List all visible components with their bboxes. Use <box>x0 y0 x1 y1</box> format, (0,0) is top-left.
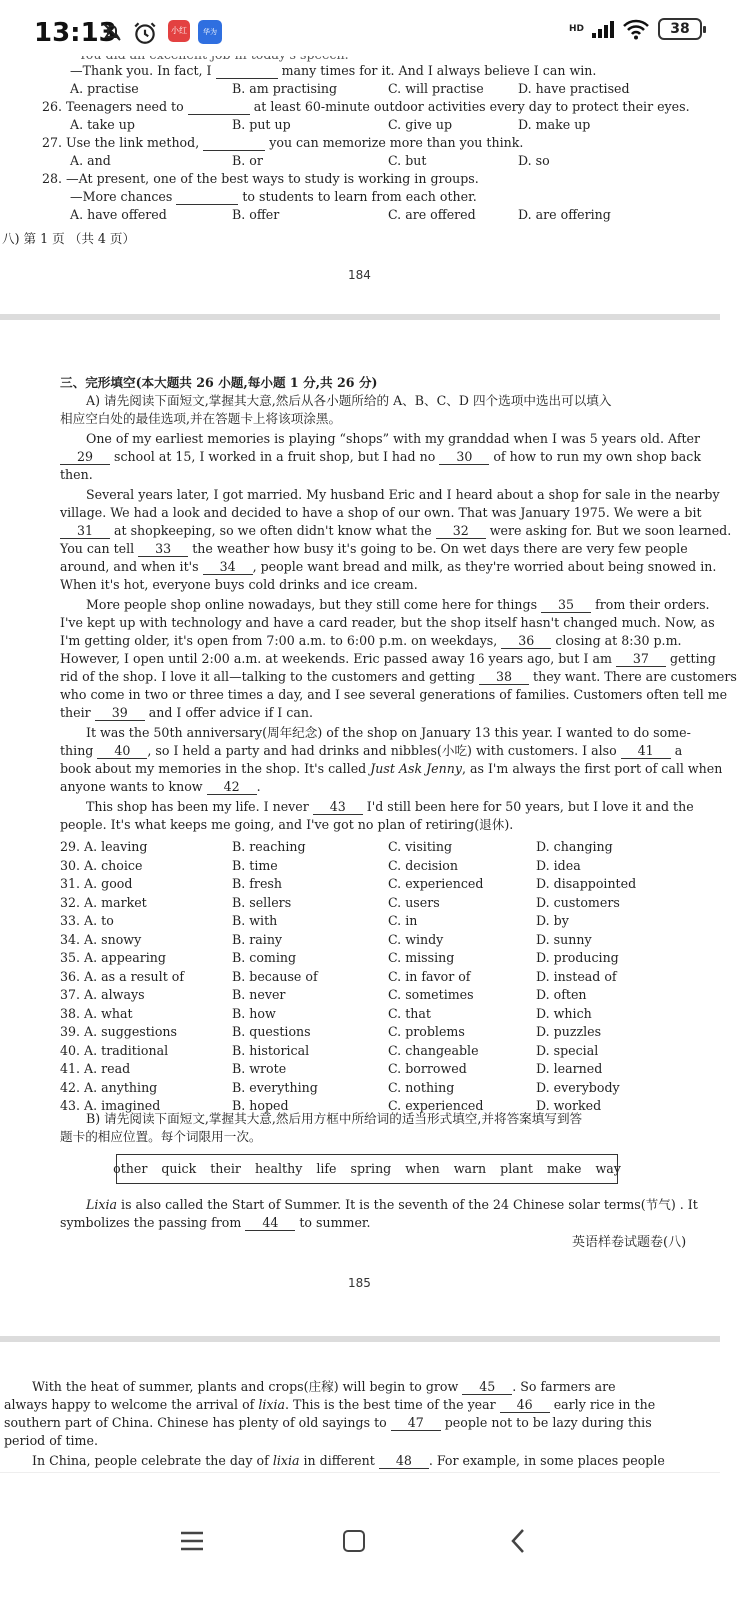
word-box-item: healthy <box>254 1160 303 1176</box>
status-bar <box>0 0 720 56</box>
option-row: 33. A. to <box>60 913 114 928</box>
page-number: 184 <box>348 268 371 282</box>
option-choice: B. everything <box>232 1079 318 1095</box>
option-row: 42. A. anything <box>60 1079 158 1095</box>
option-choice: B. reaching <box>232 839 306 854</box>
question-25: —Thank you. In fact, I many times for it. And I always believe I can win. <box>70 63 597 78</box>
option-choice: D. special <box>536 1042 599 1058</box>
option-choice: D. disappointed <box>536 876 637 891</box>
option-choice: D. which <box>536 1005 592 1021</box>
option-choice: B. historical <box>232 1042 310 1058</box>
option-choice: B. because of <box>232 968 318 984</box>
option-choice: D. by <box>536 913 569 928</box>
home-button[interactable] <box>334 1521 374 1561</box>
xiaohongshu-app-icon: 小红书 <box>168 20 190 42</box>
option-row: 32. A. market <box>60 894 147 910</box>
option-choice: B. hoped <box>232 1098 289 1113</box>
option-choice: C. sometimes <box>388 987 474 1002</box>
word-box <box>113 1154 621 1184</box>
option-row: 40. A. traditional <box>60 1042 169 1058</box>
option-choice: C. visiting <box>388 839 453 854</box>
back-icon <box>509 1528 527 1554</box>
option-row: 36. A. as a result of <box>60 968 185 984</box>
back-button[interactable] <box>498 1521 538 1561</box>
option-choice: C. missing <box>388 950 455 965</box>
option-row: 43. A. imagined <box>60 1098 161 1113</box>
option-choice: C. in favor of <box>388 968 471 984</box>
option-row: 31. A. good <box>60 876 133 891</box>
option-choice: C. decision <box>388 857 458 873</box>
option-choice: B. time <box>232 857 278 873</box>
word-box-item: way <box>595 1160 621 1176</box>
option-row: 39. A. suggestions <box>60 1024 177 1039</box>
option-choice: B. wrote <box>232 1061 287 1076</box>
option-row: 35. A. appearing <box>60 950 166 965</box>
word-box-item: their <box>210 1160 241 1176</box>
option-choice: D. producing <box>536 950 619 965</box>
passage-line: One of my earliest memories is playing “shops” with my granddad when I was 5 years old. After <box>86 431 701 446</box>
word-box-item: when <box>405 1160 440 1176</box>
option-choice: C. nothing <box>388 1079 455 1095</box>
option-choice: C. experienced <box>388 876 484 891</box>
alarm-clock-icon <box>132 20 158 46</box>
status-time: 13:13 <box>34 18 117 48</box>
option-choice: B. coming <box>232 950 297 965</box>
option-choice: C. users <box>388 894 440 910</box>
page-186: With the heat of summer, plants and crops(庄稼) will begin to grow 45 . So farmers are always happy to welcome the arrival of lixia. This is the best time of the year 46 early rice in the southern part of China. Chinese has plenty of old sayings to 47 people not to be lazy during this period of time. In China, people celebrate the day of lixia in different 48 . For example, in some places people <box>0 1342 720 1472</box>
menu-icon <box>179 1530 205 1552</box>
word-box-item: plant <box>500 1160 533 1176</box>
word-box-item: life <box>316 1160 337 1176</box>
page-185: 三、完形填空(本大题共 26 小题,每小题 1 分,共 26 分) A) 请先阅读下面短文,掌握其大意,然后从各小题所给的 A、B、C、D 四个选项中选出可以填入 相应空白处的最佳选项,并在答题卡上将该项涂黑。 One of my earliest memories is playing “shops” with my granddad when I was 5 years old. After 29 school at 15, I worked in a fruit shop, but I had no 30 of how to run my own shop back then. Several years later, I got married. My husband Eric and I heard about a shop for sale in the nearby village. We had a look and decided to have a shop of our own. That was January 1975. We were a bit 31 at shopkeeping, so we often didn't know what the 32 were asking for. But we soon learned. You can tell 33 the weather how busy it's going to be. On wet days there are very few people around, and when it's 34 , people want bread and milk, as they're worried about being snowed in. When it's hot, everyone buys cold drinks and ice cream. More people shop online nowadays, but they still come here for things 35 from their orders. I've kept up with technology and have a card reader, but the shop itself hasn't changed much. Now, as I'm getting older, it's open from 7:00 a.m. to 6:00 p.m. on weekdays, 36 closing at 8:30 p.m. However, I open until 2:00 a.m. at weekends. Eric passed away 16 years ago, but I am 37 getting rid of the shop. I love it all—talking to the customers and getting 38 they want. There are customers who come in two or three times a day, and I see several generations of families. Customers often tell me their 39 and I offer advice if I can. It was the 50th anniversary(周年纪念) of the shop on January 13 this year. I wanted to do some- thing 40 , so I held a party and had drinks and nibbles(小吃) with customers. I also 41 a book about my memories in the shop. It's called Just Ask Jenny, as I'm always the first port of call when anyone wants to know 42 . This shop has been my life. I never 43 I'd still been here for 50 years, but I love it and the people. It's what keeps me going, and I've got no plan of retiring(退休). 29. A. leaving B. reaching C. visiting D. changing 30. A. choice B. time C. decision D. idea 31. A. good B. fresh C. experienced D. disappointed 32. A. market B. sellers C. users D. customers 33. A. to B. with C. in D. by 34. A. snowy B. rainy C. windy D. sunny 35. A. appearing B. coming C. missing D. producing 36. A. as a result of B. because of C. in favor of D. instead of 37. A. always B. never C. sometimes D. often 38. A. what B. how C. that D. which 39. A. suggestions B. questions C. problems D. puzzles 40. A. traditional B. historical C. changeable D. special 41. A. read B. wrote C. borrowed D. learned 42. A. anything B. everything C. nothing D. everybody 43. A. imagined B. hoped C. experienced D. worked B) 请先阅读下面短文,掌握其大意,然后用方框中所给词的适当形式填空,并将答案填写到答 题卡的相应位置。每个词限用一次。 other quick their healthy life spring when warn plant make way Lixia is also called the Start of Summer. It is the seventh of the 24 Chinese solar terms(节气) . It symbolizes the passing from 44 to summer. 英语样卷试题卷(八) 185 <box>0 320 720 1336</box>
option-choice: B. rainy <box>232 931 283 947</box>
word-box-item: spring <box>350 1160 392 1176</box>
option-choice: D. often <box>536 987 587 1002</box>
option-choice: D. idea <box>536 857 581 873</box>
instruction-b: B) 请先阅读下面短文,掌握其大意,然后用方框中所给词的适当形式填空,并将答案填写到答 <box>86 1111 583 1126</box>
option-choice: C. windy <box>388 931 444 947</box>
paper-footer: 英语样卷试题卷(八) <box>572 1235 687 1250</box>
question-26: 26. Teenagers need to at least 60-minute outdoor activities every day to protect their eyes. <box>42 99 690 114</box>
section-title: 三、完形填空(本大题共 26 小题,每小题 1 分,共 26 分) <box>60 375 378 390</box>
option-choice: B. how <box>232 1005 276 1021</box>
hd-indicator: HD <box>568 23 584 34</box>
page-footer: 八) 第 1 页 （共 4 页） <box>2 231 136 246</box>
page-184: —Thank you. In fact, I many times for it. And I always believe I can win. A. practise B. am practising C. will practise D. have practised 26. Teenagers need to at least 60-minute outdoor activities every day to protect their eyes. A. take up B. put up C. give up D. make up 27. Use the link method, you can memorize more than you think. A. and B. or C. but D. so 28. —At present, one of the best ways to study is working in groups. —More chances to students to learn from each other. A. have offered B. offer C. are offered D. are offering 八) 第 1 页 （共 4 页） 184 <box>0 56 720 314</box>
option-row: 38. A. what <box>60 1005 133 1021</box>
option-choice: D. customers <box>536 894 620 910</box>
option-choice: D. learned <box>536 1061 603 1076</box>
navigation-bar <box>0 1472 720 1600</box>
option-row: 29. A. leaving <box>60 839 148 854</box>
option-choice: D. worked <box>536 1098 602 1113</box>
question-28: 28. —At present, one of the best ways to study is working in groups. <box>42 171 479 186</box>
option-row: 34. A. snowy <box>60 931 142 947</box>
option-choice: B. questions <box>232 1024 311 1039</box>
word-box-item: warn <box>453 1160 487 1176</box>
option-choice: D. changing <box>536 839 613 854</box>
option-row: 30. A. choice <box>60 857 143 873</box>
option-row: 41. A. read <box>60 1061 131 1076</box>
home-icon <box>343 1530 365 1552</box>
option-choice: B. sellers <box>232 894 292 910</box>
huawei-app-icon: 华为 <box>198 20 222 44</box>
option-choice: B. fresh <box>232 876 282 891</box>
question-27: 27. Use the link method, you can memorize more than you think. <box>42 135 524 150</box>
option-choice: B. never <box>232 987 286 1002</box>
option-choice: C. borrowed <box>388 1061 467 1076</box>
option-choice: B. with <box>232 913 278 928</box>
option-choice: C. changeable <box>388 1042 479 1058</box>
page-number: 185 <box>348 1276 371 1290</box>
option-choice: C. that <box>388 1005 431 1021</box>
word-box-item: make <box>546 1160 582 1176</box>
option-choice: C. in <box>388 913 418 928</box>
menu-button[interactable] <box>172 1521 212 1561</box>
word-box-item: quick <box>161 1160 197 1176</box>
option-choice: D. instead of <box>536 968 617 984</box>
option-choice: D. everybody <box>536 1079 620 1095</box>
wifi-icon <box>622 18 650 40</box>
option-row: 37. A. always <box>60 987 145 1002</box>
battery-icon: 38 <box>658 18 702 40</box>
option-choice: C. experienced <box>388 1098 484 1113</box>
signal-icon <box>592 20 614 38</box>
option-choice: C. problems <box>388 1024 465 1039</box>
word-box-item: other <box>113 1160 148 1176</box>
option-choice: D. puzzles <box>536 1024 602 1039</box>
instruction-a: A) 请先阅读下面短文,掌握其大意,然后从各小题所给的 A、B、C、D 四个选项中选出可以填入 <box>86 393 612 408</box>
option-choice: D. sunny <box>536 931 592 947</box>
notification-off-icon <box>100 20 124 44</box>
